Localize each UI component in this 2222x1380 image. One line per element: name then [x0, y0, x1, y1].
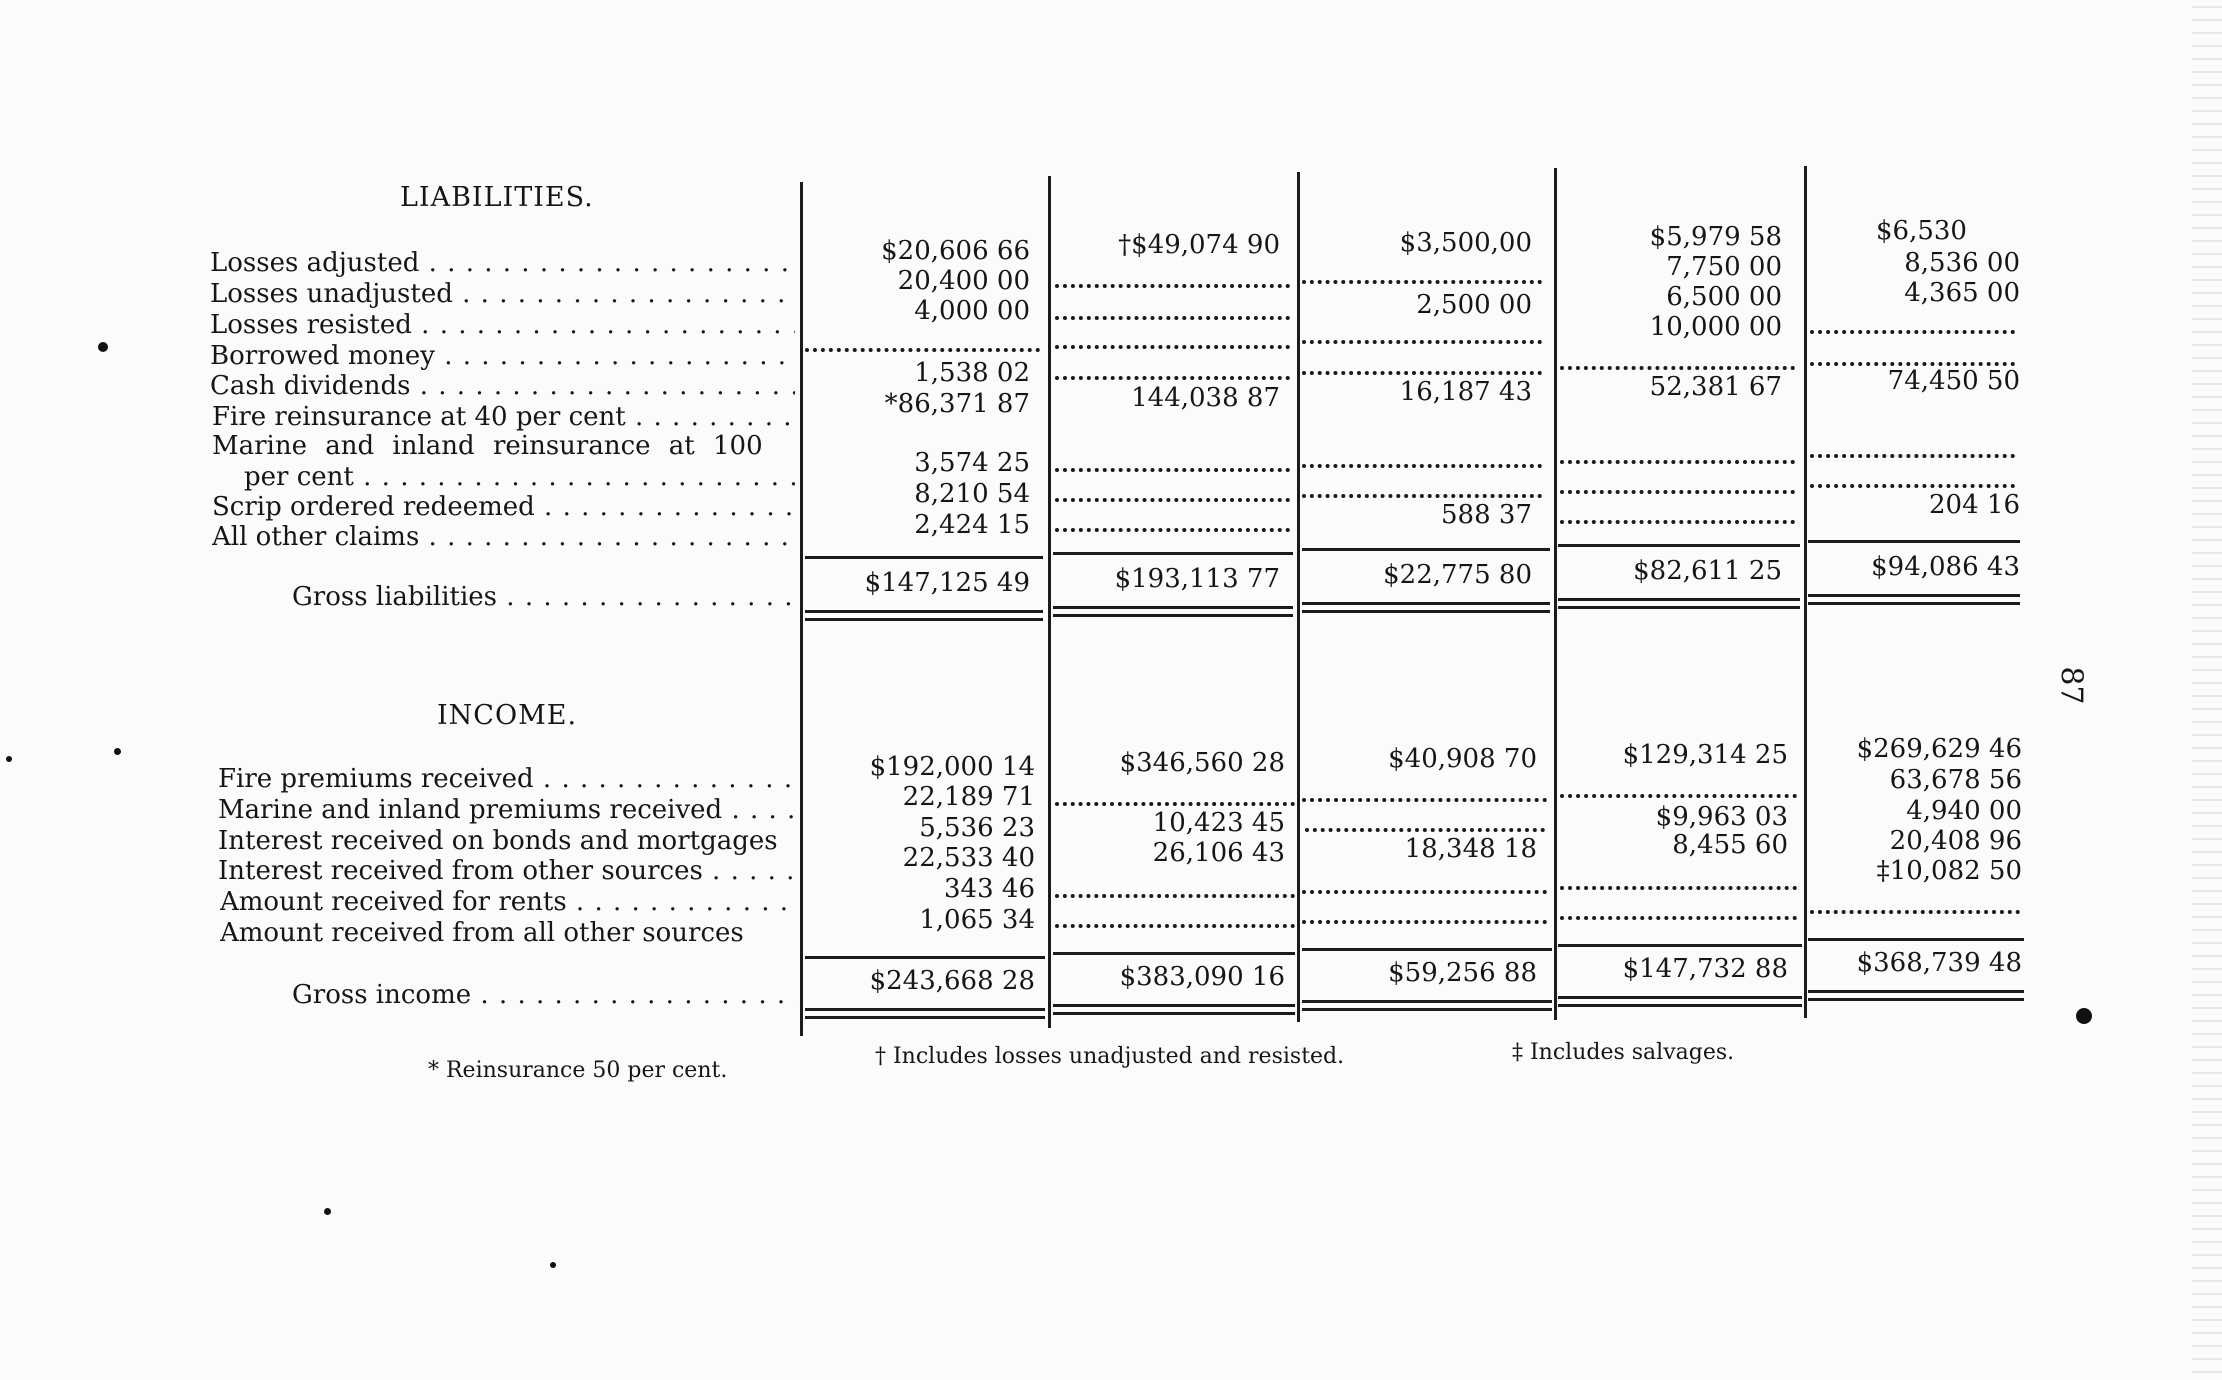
- liability-value: 1,538 02: [914, 358, 1030, 388]
- liability-row-label: All other claims . . .: [212, 522, 795, 552]
- empty-cell-dots: [1560, 520, 1795, 524]
- empty-cell-dots: [1810, 454, 2015, 458]
- gross-income-value: $147,732 88: [1622, 954, 1788, 984]
- income-title: INCOME.: [437, 700, 578, 731]
- liability-row-label: Losses unadjusted . . .: [210, 279, 795, 309]
- income-value: 8,455 60: [1672, 830, 1788, 860]
- gross-liabilities-value: $94,086 43: [1871, 552, 2020, 582]
- liability-row-label: Marine and inland reinsurance at 100: [212, 431, 763, 461]
- gross-income-label: Gross income . . .: [292, 980, 798, 1010]
- subtotal-rule: [805, 956, 1045, 959]
- liability-value: 74,450 50: [1887, 366, 2020, 396]
- total-double-rule: [1053, 606, 1293, 617]
- liabilities-title: LIABILITIES.: [400, 182, 594, 213]
- empty-cell-dots: [1055, 345, 1290, 349]
- gross-liabilities-value: $193,113 77: [1114, 564, 1280, 594]
- scan-speck: [324, 1208, 331, 1215]
- income-value: 20,408 96: [1889, 826, 2022, 856]
- empty-cell-dots: [1305, 828, 1545, 832]
- liability-value: 2,500 00: [1416, 290, 1532, 320]
- income-value: 26,106 43: [1152, 838, 1285, 868]
- empty-cell-dots: [1055, 284, 1290, 288]
- income-value: $346,560 28: [1119, 748, 1285, 778]
- column-divider-1: [800, 182, 803, 1036]
- income-value: 63,678 56: [1889, 765, 2022, 795]
- liability-value: 204 16: [1929, 490, 2020, 520]
- liability-value: 16,187 43: [1399, 377, 1532, 407]
- subtotal-rule: [1558, 544, 1800, 547]
- scan-speck: [550, 1262, 556, 1268]
- liability-row-label: Losses adjusted . . .: [210, 248, 795, 278]
- total-double-rule: [805, 610, 1043, 621]
- income-row-label: Amount received for rents . . .: [220, 887, 798, 917]
- empty-cell-dots: [1302, 890, 1547, 894]
- gross-liabilities-label: Gross liabilities . . .: [292, 582, 795, 612]
- liability-value: 52,381 67: [1649, 372, 1782, 402]
- income-row-label: Interest received from other sources . . .: [218, 856, 798, 886]
- scan-speck: [6, 756, 12, 762]
- liability-value: 4,000 00: [914, 296, 1030, 326]
- income-value: 1,065 34: [919, 905, 1035, 935]
- page-number: 87: [2053, 666, 2089, 705]
- liability-value: 8,210 54: [914, 479, 1030, 509]
- subtotal-rule: [1808, 938, 2024, 941]
- column-divider-4: [1554, 168, 1557, 1020]
- liability-row-label: Scrip ordered redeemed . . .: [212, 492, 795, 522]
- empty-cell-dots: [1302, 494, 1542, 498]
- income-value: 5,536 23: [919, 813, 1035, 843]
- liability-value: 7,750 00: [1666, 252, 1782, 282]
- income-value: 4,940 00: [1906, 796, 2022, 826]
- empty-cell-dots: [1302, 464, 1542, 468]
- empty-cell-dots: [1055, 498, 1290, 502]
- empty-cell-dots: [1302, 798, 1547, 802]
- subtotal-rule: [805, 556, 1043, 559]
- empty-cell-dots: [1560, 916, 1797, 920]
- liability-row-label: Losses resisted . . .: [210, 310, 795, 340]
- liability-value: $5,979 58: [1649, 222, 1782, 252]
- liability-value: 588 37: [1441, 500, 1532, 530]
- subtotal-rule: [1302, 548, 1550, 551]
- liability-value: *86,371 87: [884, 389, 1030, 419]
- total-double-rule: [1558, 996, 1802, 1007]
- liability-value: $20,606 66: [881, 236, 1030, 266]
- total-double-rule: [1302, 1000, 1552, 1011]
- income-value: 22,189 71: [902, 782, 1035, 812]
- liability-row-label: Borrowed money . . .: [210, 341, 795, 371]
- empty-cell-dots: [805, 348, 1040, 352]
- income-value: $40,908 70: [1388, 744, 1537, 774]
- income-value: $129,314 25: [1622, 740, 1788, 770]
- scan-speck: [114, 748, 121, 755]
- income-value: 22,533 40: [902, 843, 1035, 873]
- column-divider-3: [1297, 172, 1300, 1022]
- column-divider-5: [1804, 166, 1807, 1018]
- income-value: $192,000 14: [869, 752, 1035, 782]
- liability-value: 20,400 00: [897, 266, 1030, 296]
- liability-row-label: Cash dividends . . .: [210, 371, 795, 401]
- empty-cell-dots: [1302, 920, 1547, 924]
- empty-cell-dots: [1055, 802, 1295, 806]
- liability-value: $3,500,00: [1399, 228, 1532, 258]
- liability-value: †$49,074 90: [1118, 230, 1280, 260]
- subtotal-rule: [1558, 944, 1802, 947]
- empty-cell-dots: [1560, 366, 1795, 370]
- subtotal-rule: [1302, 948, 1552, 951]
- empty-cell-dots: [1055, 924, 1295, 928]
- empty-cell-dots: [1810, 910, 2020, 914]
- gross-liabilities-value: $82,611 25: [1633, 556, 1782, 586]
- gross-income-value: $243,668 28: [869, 966, 1035, 996]
- empty-cell-dots: [1560, 886, 1797, 890]
- liability-value: $6,530: [1876, 216, 1967, 246]
- footnote-losses: † Includes losses unadjusted and resisted.: [875, 1044, 1345, 1069]
- income-value: 18,348 18: [1404, 834, 1537, 864]
- empty-cell-dots: [1055, 376, 1290, 380]
- gross-liabilities-value: $147,125 49: [864, 568, 1030, 598]
- liability-value: 2,424 15: [914, 510, 1030, 540]
- empty-cell-dots: [1810, 330, 2015, 334]
- liability-value: 10,000 00: [1649, 312, 1782, 342]
- empty-cell-dots: [1560, 794, 1797, 798]
- empty-cell-dots: [1302, 280, 1542, 284]
- income-row-label: Fire premiums received . . .: [218, 764, 798, 794]
- empty-cell-dots: [1302, 371, 1542, 375]
- empty-cell-dots: [1560, 460, 1795, 464]
- liability-value: 8,536 00: [1904, 248, 2020, 278]
- empty-cell-dots: [1302, 340, 1542, 344]
- total-double-rule: [1558, 598, 1800, 609]
- liability-value: 6,500 00: [1666, 282, 1782, 312]
- liability-row-label: per cent . . .: [244, 462, 795, 492]
- page-edge-texture: [2192, 0, 2222, 1380]
- total-double-rule: [1302, 602, 1550, 613]
- empty-cell-dots: [1810, 484, 2015, 488]
- total-double-rule: [1808, 594, 2020, 605]
- scan-speck: [98, 342, 108, 352]
- total-double-rule: [1808, 990, 2024, 1001]
- income-row-label: Amount received from all other sources: [220, 918, 744, 948]
- income-value: $9,963 03: [1655, 802, 1788, 832]
- empty-cell-dots: [1055, 468, 1290, 472]
- total-double-rule: [1053, 1004, 1295, 1015]
- income-value: ‡10,082 50: [1876, 856, 2022, 886]
- gross-income-value: $383,090 16: [1119, 962, 1285, 992]
- gross-income-value: $368,739 48: [1856, 948, 2022, 978]
- income-row-label: Interest received on bonds and mortgages: [218, 826, 778, 856]
- empty-cell-dots: [1055, 528, 1290, 532]
- gross-income-value: $59,256 88: [1388, 958, 1537, 988]
- empty-cell-dots: [1560, 490, 1795, 494]
- empty-cell-dots: [1055, 894, 1295, 898]
- liability-row-label: Fire reinsurance at 40 per cent . . .: [212, 402, 795, 432]
- footnote-reinsurance: * Reinsurance 50 per cent.: [428, 1058, 728, 1083]
- column-divider-2: [1048, 176, 1051, 1028]
- liability-value: 3,574 25: [914, 448, 1030, 478]
- scan-speck: [2076, 1008, 2092, 1024]
- income-value: 10,423 45: [1152, 808, 1285, 838]
- gross-liabilities-value: $22,775 80: [1383, 560, 1532, 590]
- footnote-salvages: ‡ Includes salvages.: [1512, 1040, 1735, 1065]
- subtotal-rule: [1808, 540, 2020, 543]
- income-value: 343 46: [944, 874, 1035, 904]
- empty-cell-dots: [1055, 316, 1290, 320]
- income-value: $269,629 46: [1856, 734, 2022, 764]
- income-row-label: Marine and inland premiums received . . .: [218, 795, 798, 825]
- subtotal-rule: [1053, 552, 1293, 555]
- subtotal-rule: [1053, 952, 1295, 955]
- total-double-rule: [805, 1008, 1045, 1019]
- liability-value: 4,365 00: [1904, 278, 2020, 308]
- liability-value: 144,038 87: [1131, 383, 1280, 413]
